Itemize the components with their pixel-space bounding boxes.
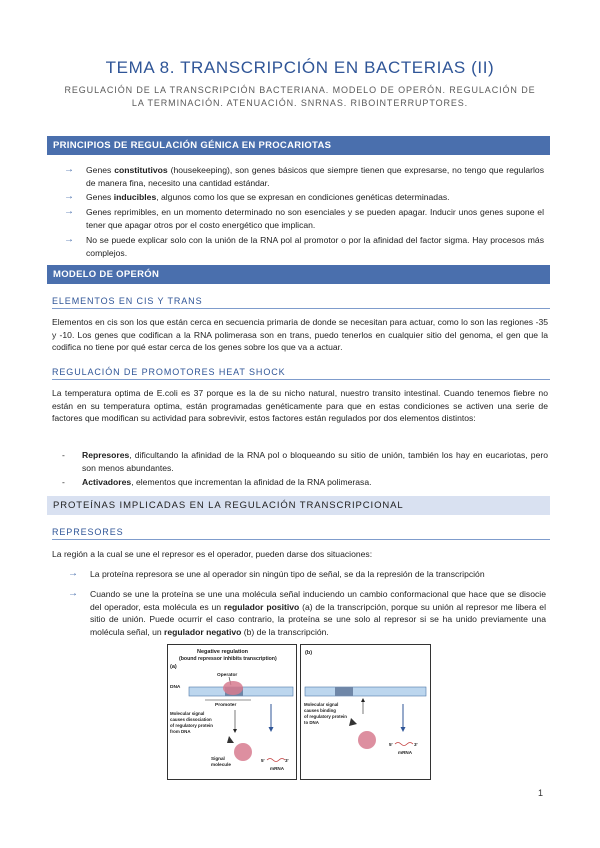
arrow-right-icon: →	[64, 206, 74, 217]
svg-text:of regulatory protein: of regulatory protein	[304, 714, 347, 719]
panel-a-label: (a)	[170, 664, 177, 670]
released-repressor-a	[234, 743, 252, 761]
subsection-heading-cis-trans: ELEMENTOS EN CIS Y TRANS	[52, 296, 550, 309]
dna-label: DNA	[170, 685, 181, 690]
paragraph-heat-shock: La temperatura optima de E.coli es 37 porque es la de su nicho natural, nuestro transito intestinal. Cuando tenemos fiebre no están en su temperatura optima, están programadas genéticamente para que en estas condiciones se activen una serie de factores que modifican su actividad para sobrevivir, estos factores están regulados por dos elementos distintos:	[52, 388, 548, 423]
subsection-heading-heat-shock: REGULACIÓN DE PROMOTORES HEAT SHOCK	[52, 367, 550, 380]
section-heading-proteinas: PROTEÍNAS IMPLICADAS EN LA REGULACIÓN TRANSCRIPCIONAL	[47, 496, 550, 515]
dash-bullet: -	[62, 450, 65, 460]
svg-text:5': 5'	[261, 758, 265, 763]
repressor-protein-b	[358, 731, 376, 749]
page-subtitle: REGULACIÓN DE LA TRANSCRIPCIÓN BACTERIANA. MODELO DE OPERÓN. REGULACIÓN DE LA TERMINACIÓN. ATENUACIÓN. SNRNAS. RIBOINTERRUPTORES.	[64, 85, 536, 108]
list-item: → No se puede explicar solo con la unión de la RNA pol al promotor o por la afinidad del factor sigma. Hay procesos más complejos.	[64, 234, 544, 258]
section-heading-modelo-operon: MODELO DE OPERÓN	[47, 265, 550, 284]
svg-text:mRNA: mRNA	[398, 750, 413, 755]
svg-text:5': 5'	[389, 742, 393, 747]
paragraph-cis-trans: Elementos en cis son los que están cerca en secuencia primaria de donde se necesitan para actuar, como lo son las regiones -35 y -10. Los genes que codifican a la RNA polimerasa son en trans, puedo tenerlos en cualquier sitio del genoma, el gen que la codifica no tiene por qué estar cerca de los genes sobre los que va a actuar.	[52, 317, 548, 352]
svg-text:Signal: Signal	[211, 756, 225, 761]
list-item: → Genes reprimibles, en un momento determinado no son esenciales y se pueden apagar. Inducir unos genes supone el tener que apagar otros por el costo energético que implican.	[64, 206, 544, 230]
svg-text:mRNA: mRNA	[270, 766, 285, 771]
svg-text:causes dissociation: causes dissociation	[170, 717, 212, 722]
subsection-heading-represores: REPRESORES	[52, 527, 550, 540]
svg-text:of regulatory protein: of regulatory protein	[170, 723, 213, 728]
list-item: - Represores, dificultando la afinidad de la RNA pol o bloqueando su sitio de unión, también los hay en eucariotas, pero son menos abundantes.	[62, 450, 548, 473]
svg-text:causes binding: causes binding	[304, 708, 336, 713]
page-number: 1	[538, 788, 544, 798]
arrow-right-icon: →	[64, 164, 74, 175]
panel-a-title-1: Negative regulation	[197, 649, 249, 655]
arrow-right-icon: →	[68, 588, 78, 599]
list-item: - Activadores, elementos que incrementan la afinidad de la RNA polimerasa.	[62, 477, 372, 487]
arrow-right-icon: →	[64, 191, 74, 202]
arrow-right-icon: →	[64, 234, 74, 245]
dash-bullet: -	[62, 477, 65, 487]
list-item: → Genes constitutivos (housekeeping), son genes básicos que siempre tienen que expresarse, no tengo que regularlos de manera fina, necesito una cantidad estándar.	[64, 164, 544, 188]
svg-text:3': 3'	[285, 758, 289, 763]
arrow-right-icon: →	[68, 568, 78, 579]
panel-a-title-2: (bound repressor inhibits transcription)	[179, 656, 277, 662]
page-title: TEMA 8. TRANSCRIPCIÓN EN BACTERIAS (II)	[105, 58, 495, 77]
section-heading-principios: PRINCIPIOS DE REGULACIÓN GÉNICA EN PROCARIOTAS	[47, 136, 550, 155]
svg-text:Molecular signal: Molecular signal	[170, 711, 205, 716]
dna-strand-b	[305, 687, 426, 696]
repressor-protein-a	[223, 681, 243, 695]
panel-b-label: (b)	[305, 650, 313, 656]
list-item: → La proteína represora se une al operador sin ningún tipo de señal, se da la represión de la transcripción	[68, 568, 485, 579]
list-item: → Cuando se une la proteína se une una molécula señal induciendo un cambio conformacional que hace que se disocie del operador, esta molécula es un regulador positivo (a) de la transcripción, porque su unión al represor me libera el sitio de unión. Puede ocurrir el caso contrario, la proteína se une solo al represor si se ha unido previamente una molécula señal, un regulador negativo (b) de la transcripción.	[68, 588, 546, 637]
svg-text:from DNA: from DNA	[170, 729, 191, 734]
svg-text:molecule: molecule	[211, 762, 231, 767]
svg-text:to DNA: to DNA	[304, 720, 319, 725]
promoter-label: Promoter	[215, 703, 237, 708]
svg-text:3': 3'	[414, 742, 418, 747]
svg-text:Molecular signal: Molecular signal	[304, 702, 339, 707]
repressor-regulation-figure	[167, 644, 431, 780]
list-item: → Genes inducibles, algunos como los que se expresan en condiciones genéticas determinadas.	[64, 191, 450, 202]
operator-label: Operator	[217, 673, 238, 678]
paragraph-represores-intro: La región a la cual se une el represor es el operador, pueden darse dos situaciones:	[52, 549, 373, 559]
